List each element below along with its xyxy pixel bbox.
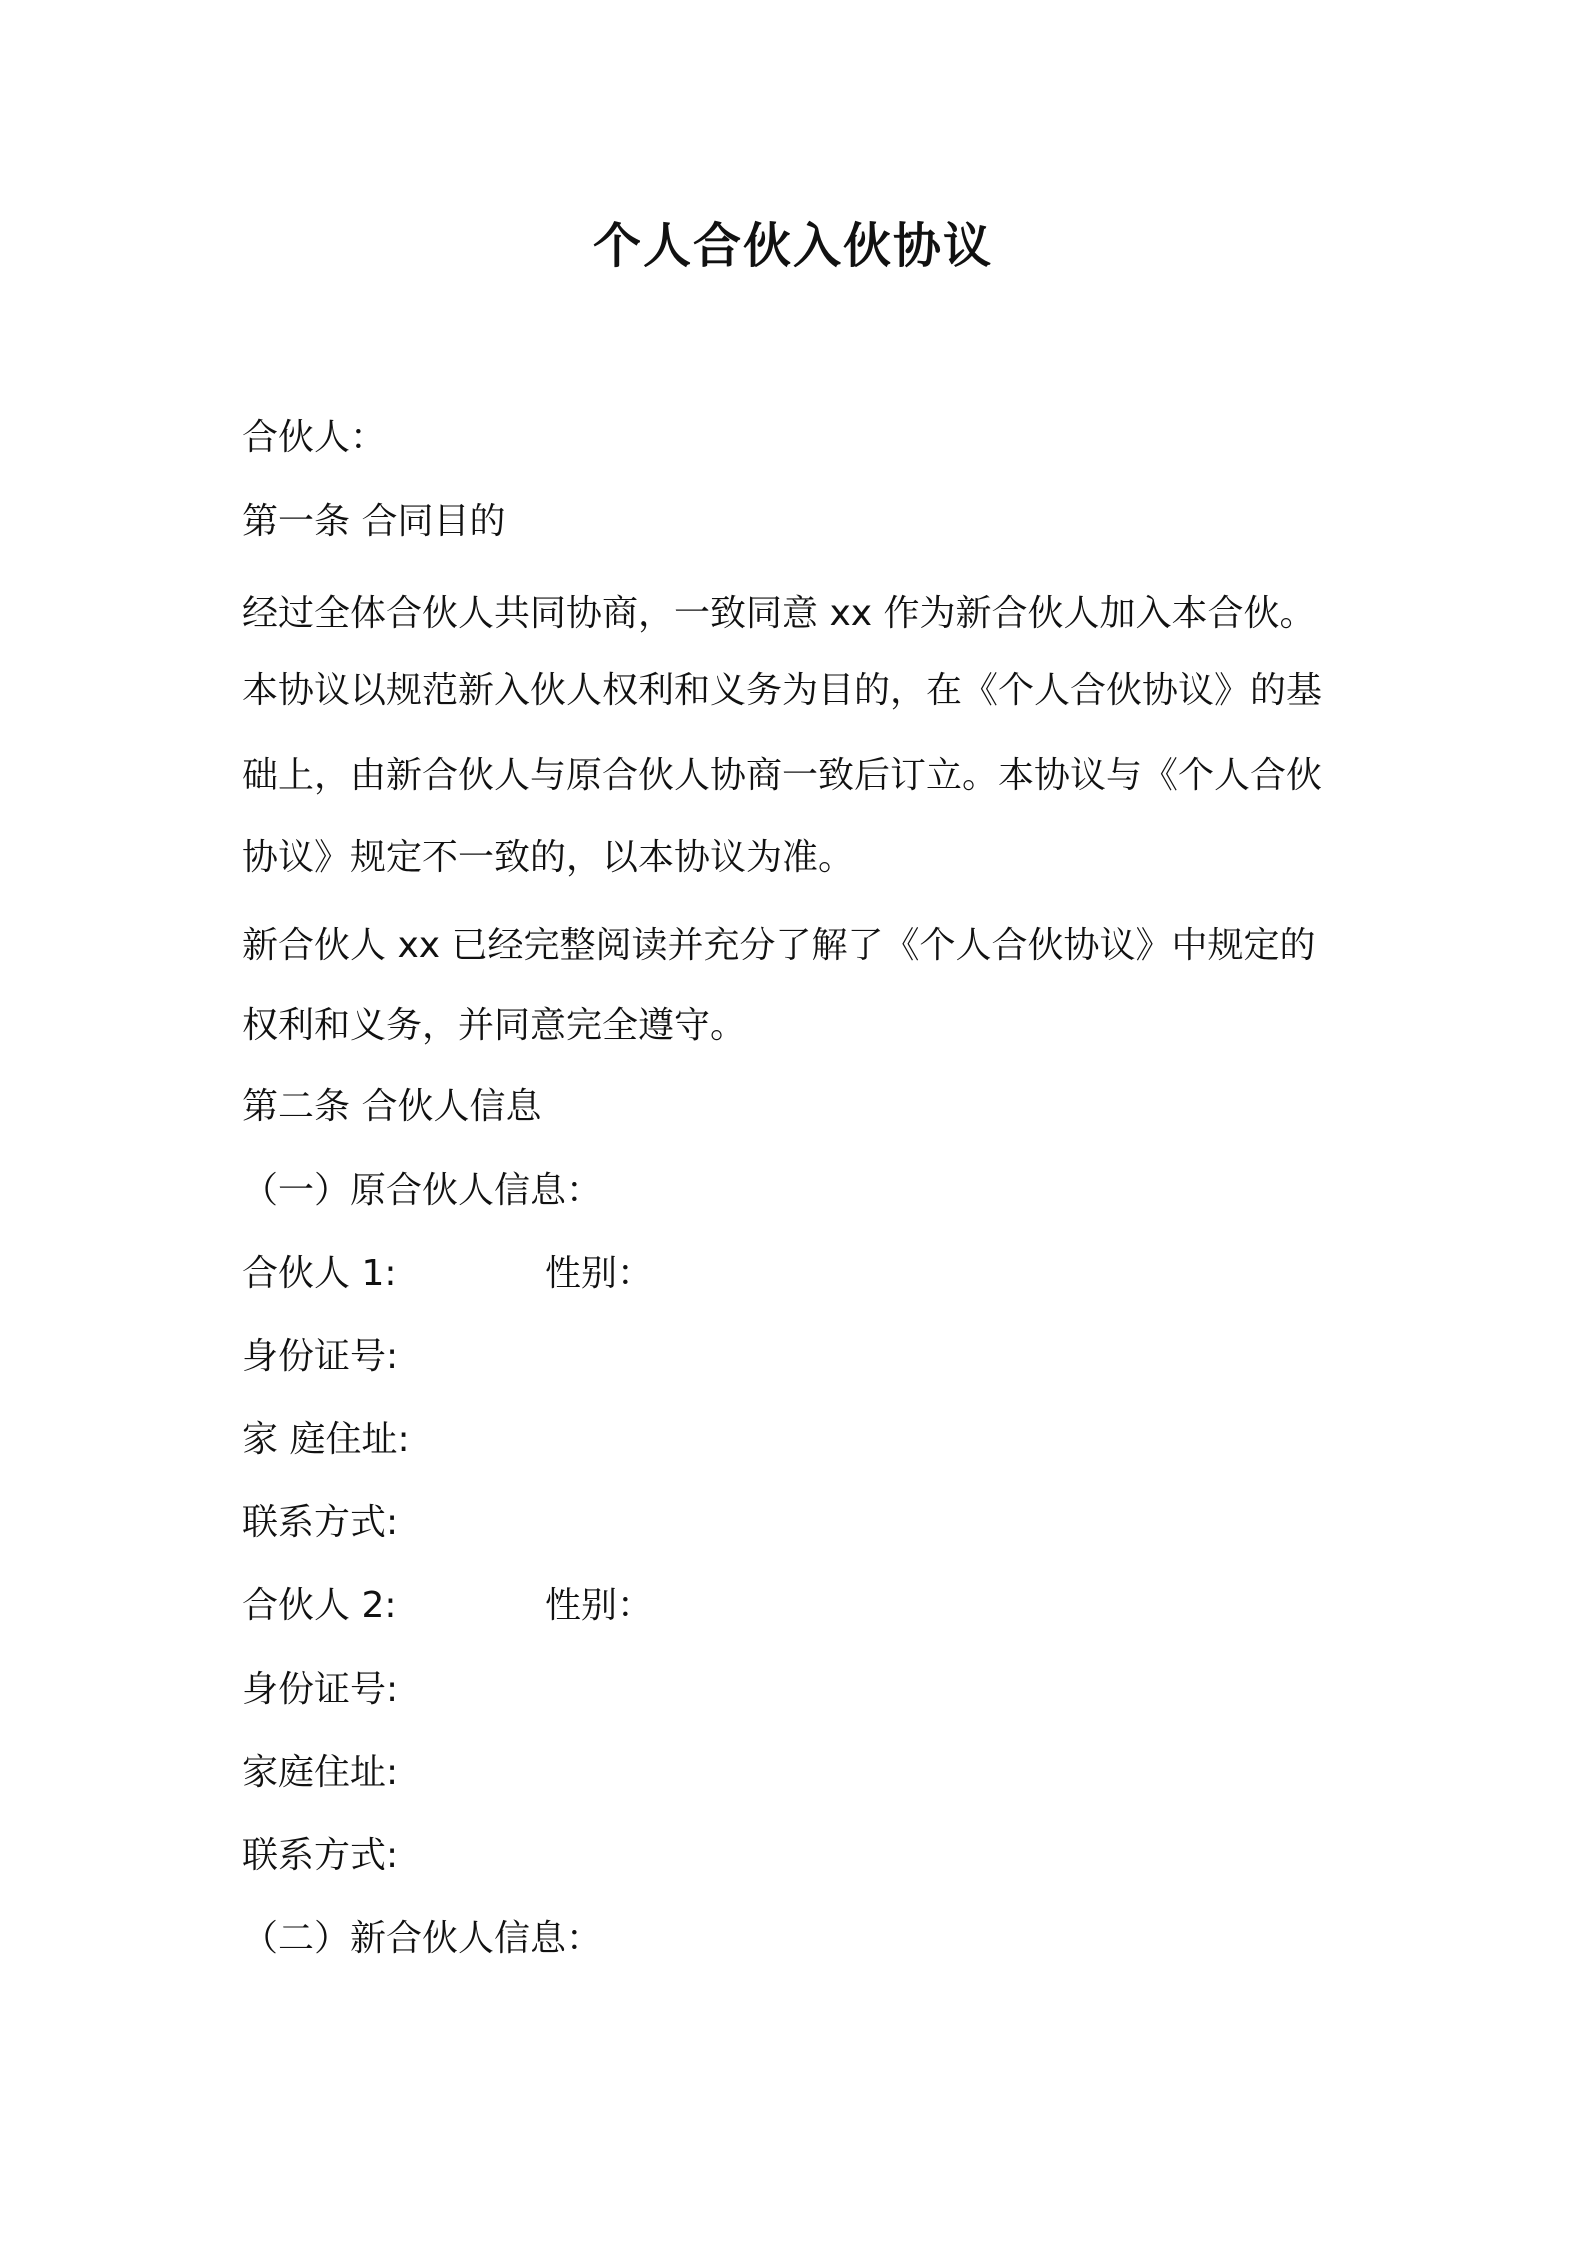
partner2-id-label: 身份证号: <box>242 1669 399 1710</box>
partners-label: 合伙人： <box>242 417 387 458</box>
partner1-name-label: 合伙人 1: <box>242 1253 397 1294</box>
partner1-contact-label: 联系方式: <box>242 1502 399 1543</box>
article1-para1-line3: 础上，由新合伙人与原合伙人协商一致后订立。本协议与《个人合伙 <box>242 755 1323 796</box>
article1-para2-line2: 权利和义务，并同意完全遵守。 <box>242 1005 747 1046</box>
partner2-gender-label: 性别： <box>545 1585 654 1626</box>
new-partner-section: （二）新合伙人信息： <box>242 1918 603 1959</box>
partner1-gender-label: 性别： <box>545 1253 654 1294</box>
partner1-address-label: 家 庭住址: <box>242 1419 410 1460</box>
article1-para2-line1: 新合伙人 xx 已经完整阅读并充分了解了《个人合伙协议》中规定的 <box>242 925 1316 966</box>
article1-para1-line2: 本协议以规范新入伙人权利和义务为目的，在《个人合伙协议》的基 <box>242 670 1323 711</box>
partner2-name-label: 合伙人 2: <box>242 1585 397 1626</box>
article2-heading: 第二条 合伙人信息 <box>242 1086 542 1127</box>
article1-heading: 第一条 合同目的 <box>242 501 506 542</box>
article1-para1-line4: 协议》规定不一致的，以本协议为准。 <box>242 837 855 878</box>
article1-para1-line1: 经过全体合伙人共同协商，一致同意 xx 作为新合伙人加入本合伙。 <box>242 593 1316 634</box>
partner2-address-label: 家庭住址: <box>242 1752 399 1793</box>
document-title: 个人合伙入伙协议 <box>592 218 993 274</box>
partner1-id-label: 身份证号: <box>242 1336 399 1377</box>
partner2-contact-label: 联系方式: <box>242 1835 399 1876</box>
original-partners-section: （一）原合伙人信息： <box>242 1170 603 1211</box>
